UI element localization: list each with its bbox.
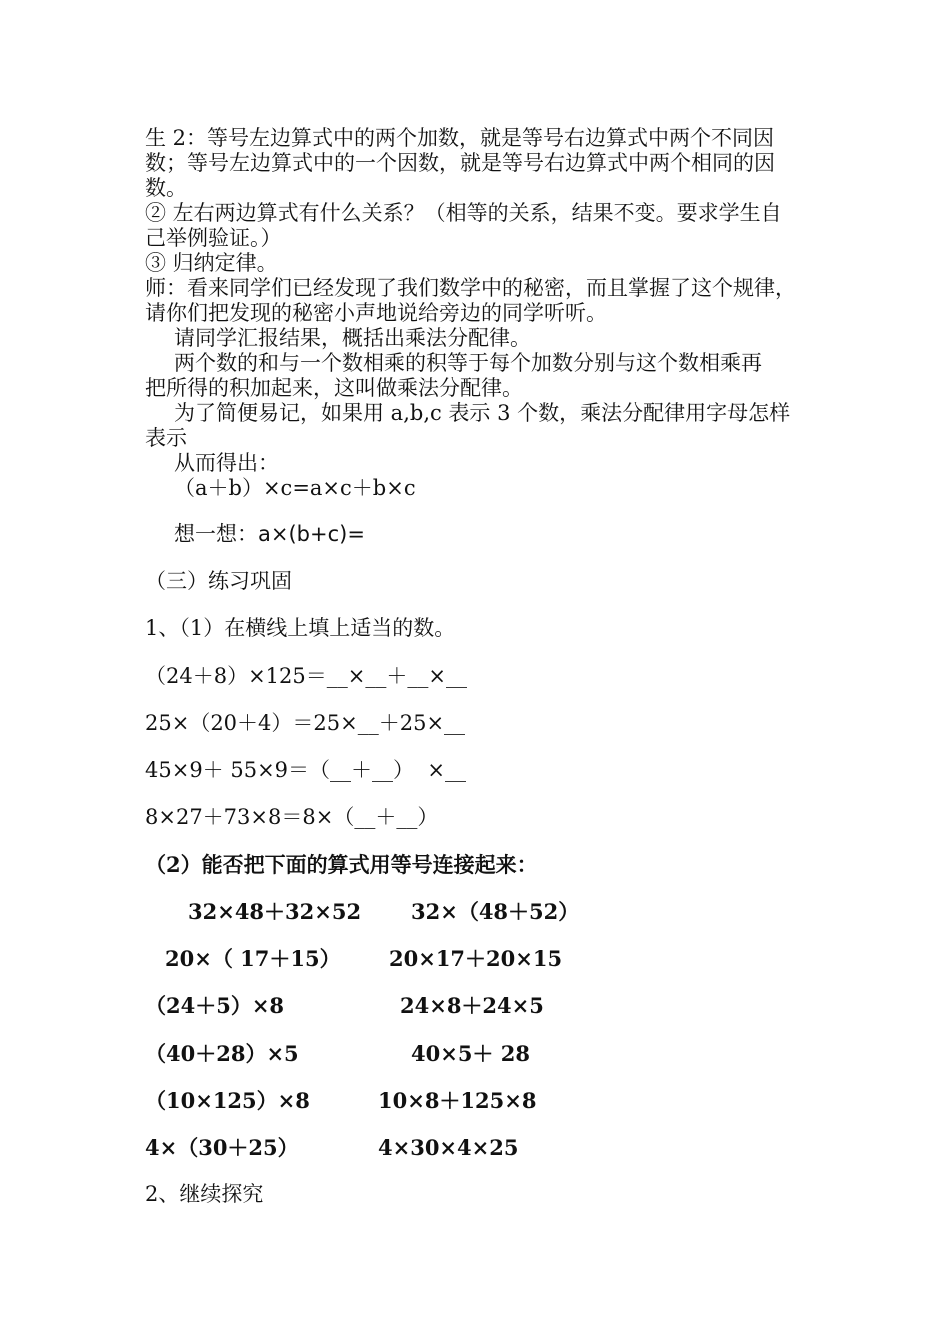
exercise-title: 1、（1）在横线上填上适当的数。 xyxy=(145,616,456,640)
formula-line: （a＋b）×c=a×c＋b×c xyxy=(174,476,416,500)
paragraph-line: 师：看来同学们已经发现了我们数学中的秘密，而且掌握了这个规律， xyxy=(145,276,796,300)
pair-right: 20×17＋20×15 xyxy=(389,946,563,971)
paragraph-line: 数。 xyxy=(145,176,187,200)
pair-left: 20×（ 17＋15） xyxy=(165,946,341,971)
pair-left: 4×（30＋25） xyxy=(145,1135,299,1160)
paragraph-line: 两个数的和与一个数相乘的积等于每个加数分别与这个数相乘再 xyxy=(174,351,762,375)
paragraph-line: 数；等号左边算式中的一个因数，就是等号右边算式中两个相同的因 xyxy=(145,151,775,175)
paragraph-line: 把所得的积加起来，这叫做乘法分配律。 xyxy=(145,376,523,400)
section-heading: （三）练习巩固 xyxy=(145,569,292,593)
exercise-line: （24＋8）×125＝__×__＋__×__ xyxy=(145,664,467,688)
exercise-title: （2）能否把下面的算式用等号连接起来： xyxy=(145,852,538,877)
paragraph-line: 为了简便易记，如果用 a,b,c 表示 3 个数，乘法分配律用字母怎样 xyxy=(174,401,791,425)
pair-right: 40×5＋ 28 xyxy=(411,1041,530,1066)
pair-left: （10×125）×8 xyxy=(145,1088,310,1113)
exercise-line: 45×9＋ 55×9＝（__＋__） ×__ xyxy=(145,758,466,782)
paragraph-line: 己举例验证。） xyxy=(145,226,282,250)
paragraph-line: 生 2：等号左边算式中的两个加数，就是等号右边算式中两个不同因 xyxy=(145,126,775,150)
pair-right: 32×（48＋52） xyxy=(411,899,580,924)
pair-right: 24×8＋24×5 xyxy=(400,993,544,1018)
pair-left: （24＋5）×8 xyxy=(145,993,285,1018)
paragraph-line: 表示 xyxy=(145,426,187,450)
paragraph-line: ② 左右两边算式有什么关系？（相等的关系，结果不变。要求学生自 xyxy=(145,201,782,225)
pair-right: 4×30×4×25 xyxy=(378,1135,519,1160)
paragraph-line: 请你们把发现的秘密小声地说给旁边的同学听听。 xyxy=(145,301,607,325)
pair-left: （40＋28）×5 xyxy=(145,1041,299,1066)
pair-right: 10×8＋125×8 xyxy=(378,1088,537,1113)
paragraph-line: 请同学汇报结果，概括出乘法分配律。 xyxy=(174,326,531,350)
exercise-line: 8×27＋73×8＝8×（__＋__） xyxy=(145,805,439,829)
think-question: 想一想：a×(b+c)= xyxy=(174,522,365,546)
paragraph-line: ③ 归纳定律。 xyxy=(145,251,278,275)
pair-left: 32×48＋32×52 xyxy=(188,899,362,924)
exercise-line: 25×（20＋4）＝25×__＋25×__ xyxy=(145,711,466,735)
section-heading: 2、继续探究 xyxy=(145,1182,264,1206)
paragraph-line: 从而得出： xyxy=(174,451,279,475)
